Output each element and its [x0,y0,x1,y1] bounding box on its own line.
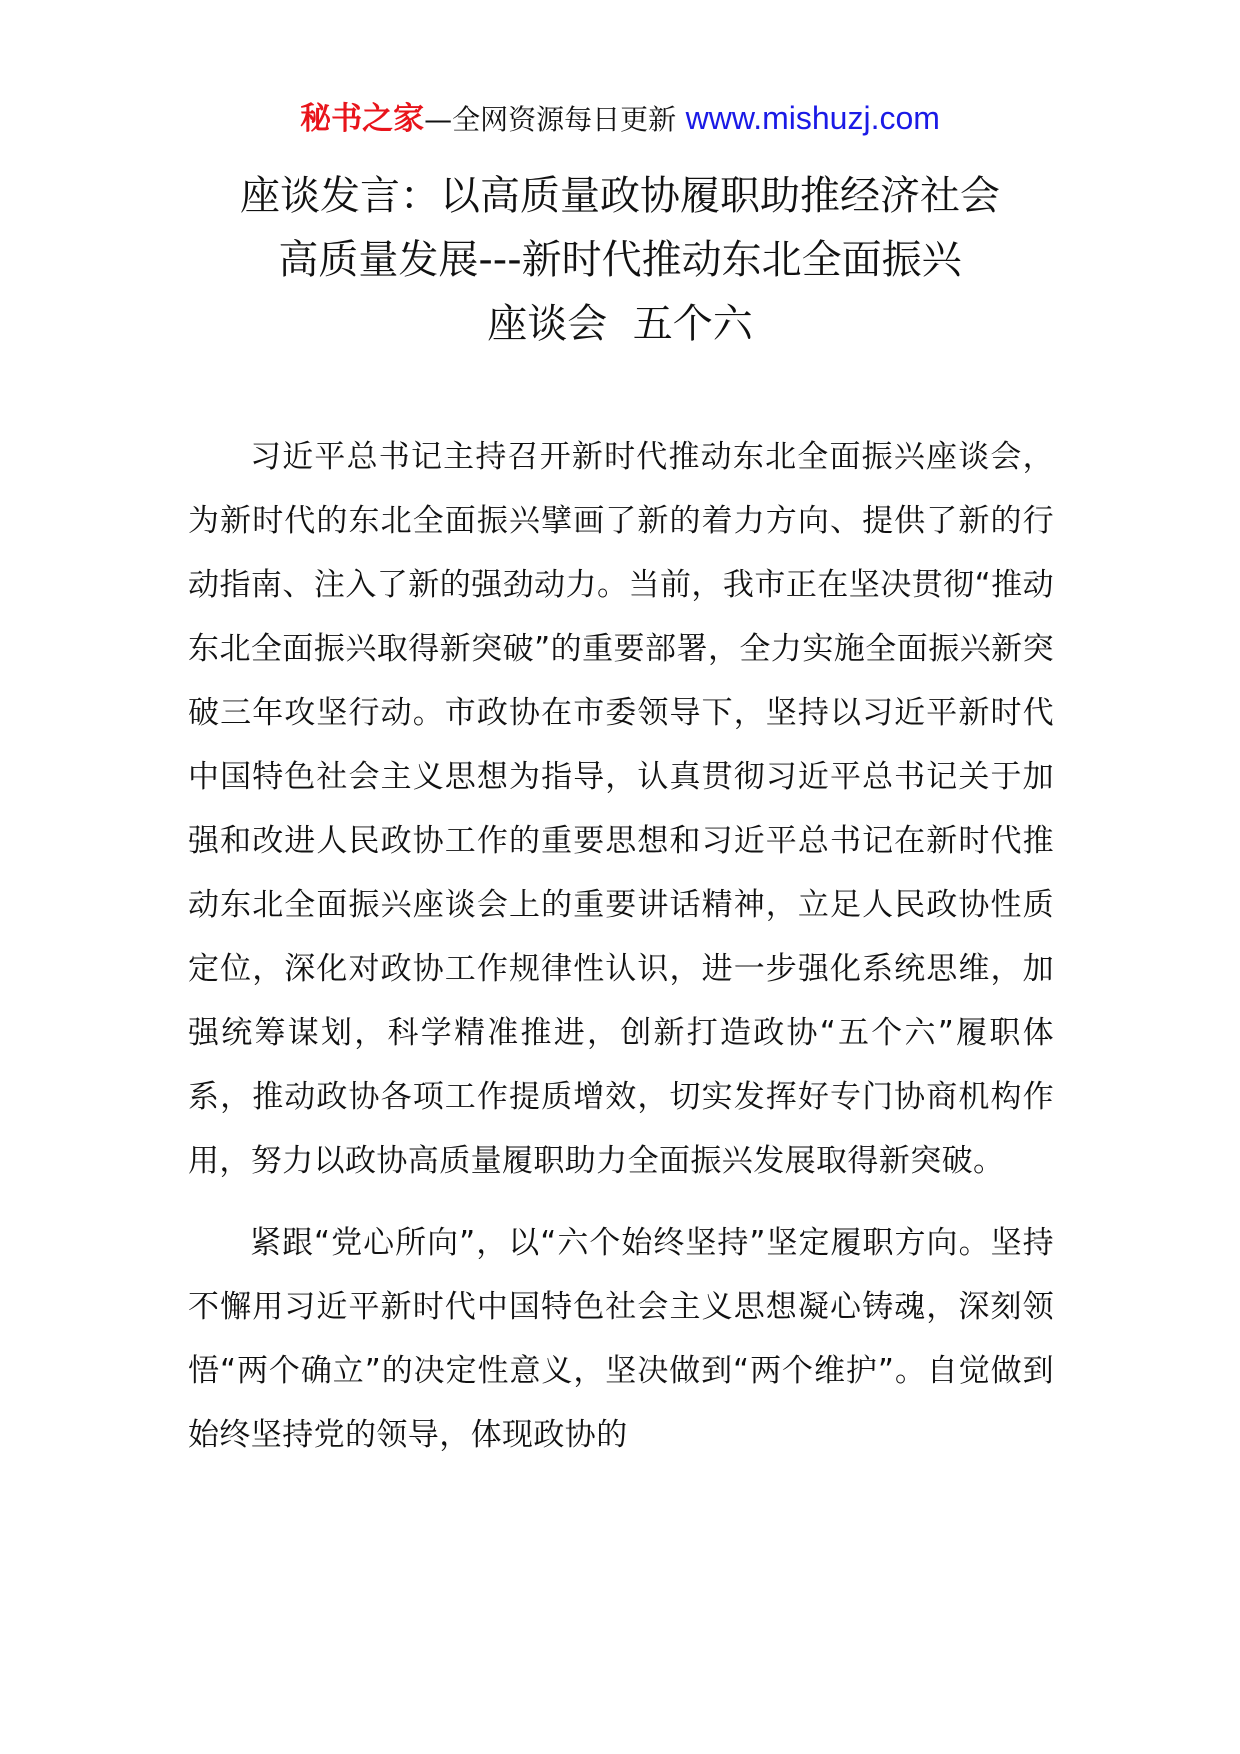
brand-tagline: —全网资源每日更新 [424,103,677,136]
site-watermark-header [0,98,1240,140]
body-paragraph-1: 习近平总书记主持召开新时代推动东北全面振兴座谈会，为新时代的东北全面振兴擘画了新的着力方向、提供了新的行动指南、注入了新的强劲动力。当前，我市正在坚决贯彻“推动东北全面振兴取得新突破”的重要部署，全力实施全面振兴新突破三年攻坚行动。市政协在市委领导下，坚持以习近平新时代中国特色社会主义思想为指导，认真贯彻习近平总书记关于加强和改进人民政协工作的重要思想和习近平总书记在新时代推动东北全面振兴座谈会上的重要讲话精神，立足人民政协性质定位，深化对政协工作规律性认识，进一步强化系统思维，加强统筹谋划，科学精准推进，创新打造政协“五个六”履职体系，推动政协各项工作提质增效，切实发挥好专门协商机构作用，努力以政协高质量履职助力全面振兴发展取得新突破。 [188,439,1054,1179]
title-line-1: 座谈发言：以高质量政协履职助推经济社会 [240,173,1000,219]
body-paragraph-2: 紧跟“党心所向”，以“六个始终坚持”坚定履职方向。坚持不懈用习近平新时代中国特色社会主义思想凝心铸魂，深刻领悟“两个确立”的决定性意义，坚决做到“两个维护”。自觉做到始终坚持党的领导，体现政协的 [188,1225,1054,1453]
title-line-2: 高质量发展---新时代推动东北全面振兴 [278,237,962,283]
document-title [150,164,1090,356]
title-line-3: 座谈会 五个六 [487,301,753,347]
site-url-link[interactable]: www.mishuzj.com [685,100,940,136]
brand-name: 秘书之家 [300,101,425,137]
document-body [188,425,1054,1485]
